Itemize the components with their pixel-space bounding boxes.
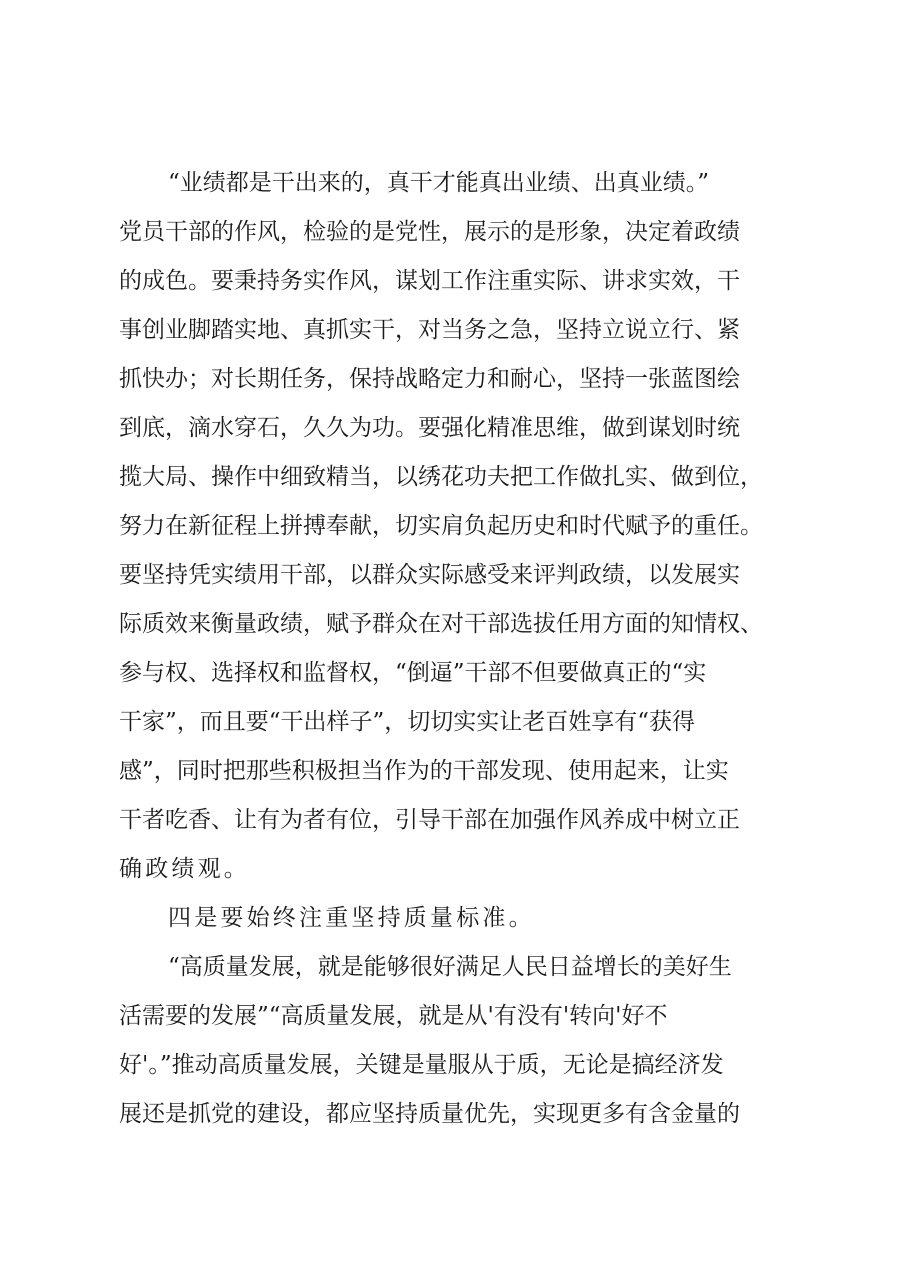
paragraph-1-line-11: 参与权、选择权和监督权，“倒逼”干部不但要做真正的“实	[119, 660, 707, 686]
paragraph-1-line-1: “业绩都是干出来的，真干才能真出业绩、出真业绩。”	[168, 170, 710, 196]
paragraph-1-line-6: 到底，滴水穿石，久久为功。要强化精准思维，做到谋划时统	[119, 415, 740, 441]
paragraph-3-line-3: 好'。”推动高质量发展，关键是量服从于质，无论是搞经济发	[119, 1052, 724, 1078]
paragraph-3-line-1: “高质量发展，就是能够很好满足人民日益增长的美好生	[168, 954, 732, 980]
paragraph-1-line-7: 揽大局、操作中细致精当，以绣花功夫把工作做扎实、做到位，	[119, 464, 763, 490]
paragraph-3-line-2: 活需要的发展”“高质量发展，就是从'有没有'转向'好不	[119, 1003, 668, 1029]
paragraph-1-line-10: 际质效来衡量政绩，赋予群众在对干部选拔任用方面的知情权、	[119, 611, 763, 637]
paragraph-1-line-14: 干者吃香、让有为者有位，引导干部在加强作风养成中树立正	[119, 807, 740, 833]
paragraph-1-line-2: 党员干部的作风，检验的是党性，展示的是形象，决定着政绩	[119, 219, 740, 245]
paragraph-1-line-12: 干家”，而且要“干出样子”，切切实实让老百姓享有“获得	[119, 709, 696, 735]
paragraph-3-line-4: 展还是抓党的建设，都应坚持质量优先，实现更多有含金量的	[119, 1101, 740, 1127]
paragraph-1-line-8: 努力在新征程上拼搏奉献，切实肩负起历史和时代赋予的重任。	[119, 513, 763, 539]
paragraph-1-line-5: 抓快办；对长期任务，保持战略定力和耐心，坚持一张蓝图绘	[119, 366, 740, 392]
paragraph-1-line-9: 要坚持凭实绩用干部，以群众实际感受来评判政绩，以发展实	[119, 562, 740, 588]
paragraph-1-line-13: 感”，同时把那些积极担当作为的干部发现、使用起来，让实	[119, 758, 729, 784]
section-heading: 四是要始终注重坚持质量标准。	[168, 905, 535, 931]
paragraph-1-line-3: 的成色。要秉持务实作风，谋划工作注重实际、讲求实效，干	[119, 268, 740, 294]
paragraph-1-line-4: 事创业脚踏实地、真抓实干，对当务之急，坚持立说立行、紧	[119, 317, 740, 343]
paragraph-1-line-15: 确政绩观。	[119, 856, 250, 882]
